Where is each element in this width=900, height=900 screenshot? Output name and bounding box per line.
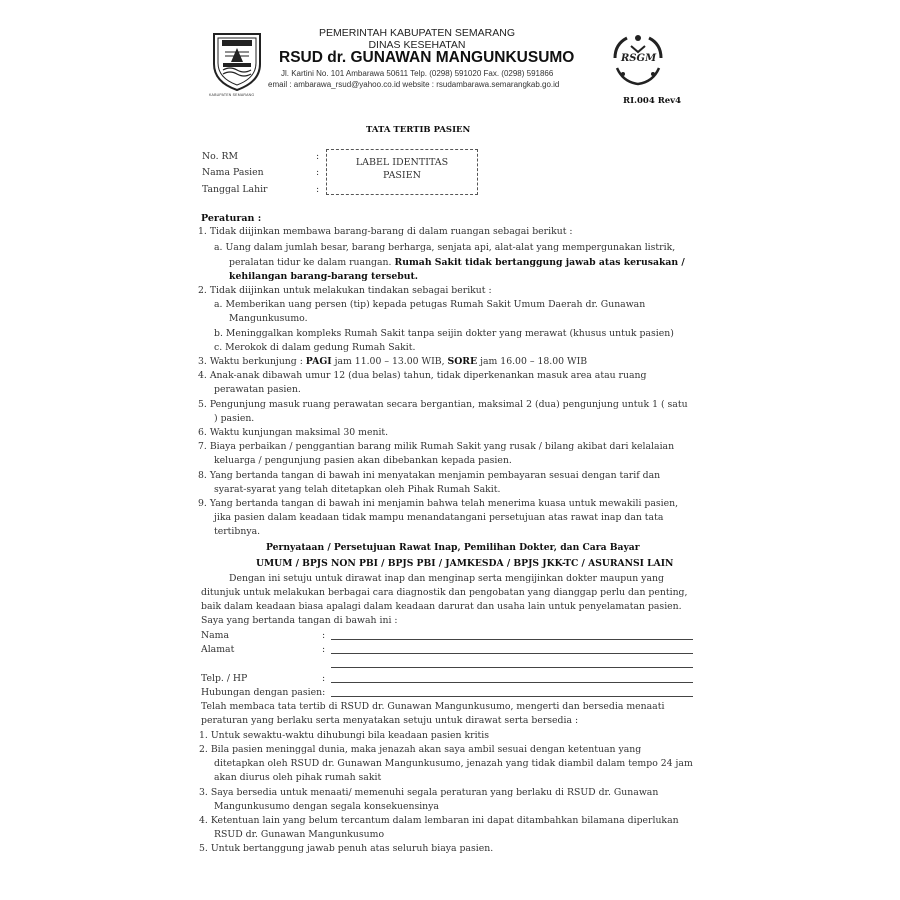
payer-options: UMUM / BPJS NON PBI / BPJS PBI / JAMKESDA / BPJS JKK-TC / ASURANSI LAIN [256, 558, 674, 569]
rule-3: 3. Waktu berkunjung : PAGI jam 11.00 – 13.00 WIB, SORE jam 16.00 – 18.00 WIB [198, 356, 588, 367]
colon: : [322, 630, 326, 641]
statement-line2: peraturan yang berlaku serta menyatakan setuju untuk dirawat serta bersedia : [201, 715, 579, 726]
rule-8-line2: syarat-syarat yang telah ditetapkan oleh Pihak Rumah Sakit. [214, 484, 501, 495]
rule-1: 1. Tidak diijinkan membawa barang-barang di dalam ruangan sebagai berikut : [198, 226, 573, 237]
rules-heading: Peraturan : [201, 213, 262, 224]
rule-2a-line2: Mangunkusumo. [229, 313, 308, 324]
consent-heading: Pernyataan / Persetujuan Rawat Inap, Pemilihan Dokter, dan Cara Bayar [266, 542, 640, 553]
commitment-2-line1: 2. Bila pasien meninggal dunia, maka jenazah akan saya ambil sesuai dengan ketentuan yang [199, 744, 642, 755]
hospital-name: RSUD dr. GUNAWAN MANGUNKUSUMO [279, 49, 575, 66]
rule-1a-line1: a. Uang dalam jumlah besar, barang berharga, senjata api, alat-alat yang mempergunakan listrik, [214, 242, 676, 253]
hospital-address: Jl. Kartini No. 101 Ambarawa 50611 Telp. (0298) 591020 Fax. (0298) 591866 [281, 69, 554, 78]
colon: : [316, 184, 320, 195]
field-nama-pasien: Nama Pasien [202, 167, 264, 178]
commitment-1: 1. Untuk sewaktu-waktu dihubungi bila keadaan pasien kritis [199, 730, 490, 741]
gov-name: PEMERINTAH KABUPATEN SEMARANG [318, 27, 516, 39]
rule-5-line2: ) pasien. [214, 413, 255, 424]
rule-1a-line3: kehilangan barang-barang tersebut. [229, 271, 419, 282]
hospital-contact: email : ambarawa_rsud@yahoo.co.id website : rsudambarawa.semarangkab.go.id [268, 80, 560, 89]
rule-2: 2. Tidak diijinkan untuk melakukan tindakan sebagai berikut : [198, 285, 492, 296]
rule-5-line1: 5. Pengunjung masuk ruang perawatan secara bergantian, maksimal 2 (dua) pengunjung untuk 1 ( satu [198, 399, 688, 410]
patient-label-box [326, 149, 478, 195]
commitment-5: 5. Untuk bertanggung jawab penuh atas seluruh biaya pasien. [199, 843, 494, 854]
field-tanggal-lahir: Tanggal Lahir [202, 184, 268, 195]
doc-code: RI.004 Rev4 [623, 96, 682, 106]
consent-p1: Dengan ini setuju untuk dirawat inap dan menginap serta mengijinkan dokter maupun yang [229, 573, 664, 584]
field-nama-label: Nama [201, 630, 230, 641]
field-alamat-label: Alamat [201, 644, 235, 655]
statement-line1: Telah membaca tata tertib di RSUD dr. Gunawan Mangunkusumo, mengerti dan bersedia menaati [201, 701, 665, 712]
alamat-input-line-1[interactable] [331, 653, 693, 654]
alamat-input-line-2[interactable] [331, 667, 693, 668]
colon: : [322, 673, 326, 684]
commitment-4-line2: RSUD dr. Gunawan Mangunkusumo [214, 829, 385, 840]
field-telp-label: Telp. / HP [201, 673, 248, 684]
rsgm-logo-text: RSGM [621, 53, 657, 64]
rule-7-line2: keluarga / pengunjung pasien akan dibebankan kepada pasien. [214, 455, 512, 466]
label-text-line1: LABEL IDENTITAS [355, 157, 449, 168]
colon: : [316, 167, 320, 178]
rule-2a-line1: a. Memberikan uang persen (tip) kepada petugas Rumah Sakit Umum Daerah dr. Gunawan [214, 299, 646, 310]
crest-caption: KABUPATEN SEMARANG [209, 93, 255, 97]
rule-9-line3: tertibnya. [214, 526, 261, 537]
rule-8-line1: 8. Yang bertanda tangan di bawah ini menyatakan menjamin pembayaran sesuai dengan tarif dan [198, 470, 661, 481]
rule-9-line2: jika pasien dalam keadaan tidak mampu menandatangani persetujuan atas rawat inap dan tata [214, 512, 664, 523]
rule-9-line1: 9. Yang bertanda tangan di bawah ini menjamin bahwa telah menerima kuasa untuk mewakili pasien, [198, 498, 679, 509]
telp-input-line[interactable] [331, 682, 693, 683]
consent-p3: baik dalam keadaan biasa apalagi dalam keadaan darurat dan usaha lain untuk penyelamatan pasien. [201, 601, 682, 612]
dept-name: DINAS KESEHATAN [368, 39, 466, 51]
label-text-line2: PASIEN [383, 170, 421, 181]
colon: : [316, 151, 320, 162]
commitment-2-line2: ditetapkan oleh RSUD dr. Gunawan Mangunkusumo, jenazah yang tidak diambil dalam tempo 24 jam [214, 758, 693, 769]
nama-input-line[interactable] [331, 639, 693, 640]
rule-2b: b. Meninggalkan kompleks Rumah Sakit tanpa seijin dokter yang merawat (khusus untuk pasien) [214, 328, 674, 339]
consent-p2: ditunjuk untuk melakukan berbagai cara diagnostik dan pengobatan yang dianggap perlu dan penting, [201, 587, 688, 598]
commitment-4-line1: 4. Ketentuan lain yang belum tercantum dalam lembaran ini dapat ditambahkan bilamana diperlukan [199, 815, 679, 826]
page-title: TATA TERTIB PASIEN [366, 125, 471, 135]
colon: : [322, 644, 326, 655]
rule-2c: c. Merokok di dalam gedung Rumah Sakit. [214, 342, 416, 353]
rule-6: 6. Waktu kunjungan maksimal 30 menit. [198, 427, 389, 438]
commitment-3-line1: 3. Saya bersedia untuk menaati/ memenuhi segala peraturan yang berlaku di RSUD dr. Gunawan [199, 787, 659, 798]
field-hubungan-label: Hubungan dengan pasien: [201, 687, 326, 698]
rule-7-line1: 7. Biaya perbaikan / penggantian barang milik Rumah Sakit yang rusak / bilang akibat dari kelalaian [198, 441, 675, 452]
commitment-3-line2: Mangunkusumo dengan segala konsekuensinya [214, 801, 439, 812]
rule-4-line2: perawatan pasien. [214, 384, 301, 395]
field-no-rm: No. RM [202, 151, 238, 162]
consent-p4: Saya yang bertanda tangan di bawah ini : [201, 615, 398, 626]
regency-crest-icon [211, 30, 263, 94]
rule-1a-line2: peralatan tidur ke dalam ruangan. Rumah Sakit tidak bertanggung jawab atas kerusakan / [229, 257, 685, 268]
hubungan-input-line[interactable] [331, 696, 693, 697]
rule-4-line1: 4. Anak-anak dibawah umur 12 (dua belas) tahun, tidak diperkenankan masuk area atau ruang [198, 370, 647, 381]
commitment-2-line3: akan diurus oleh pihak rumah sakit [214, 772, 382, 783]
